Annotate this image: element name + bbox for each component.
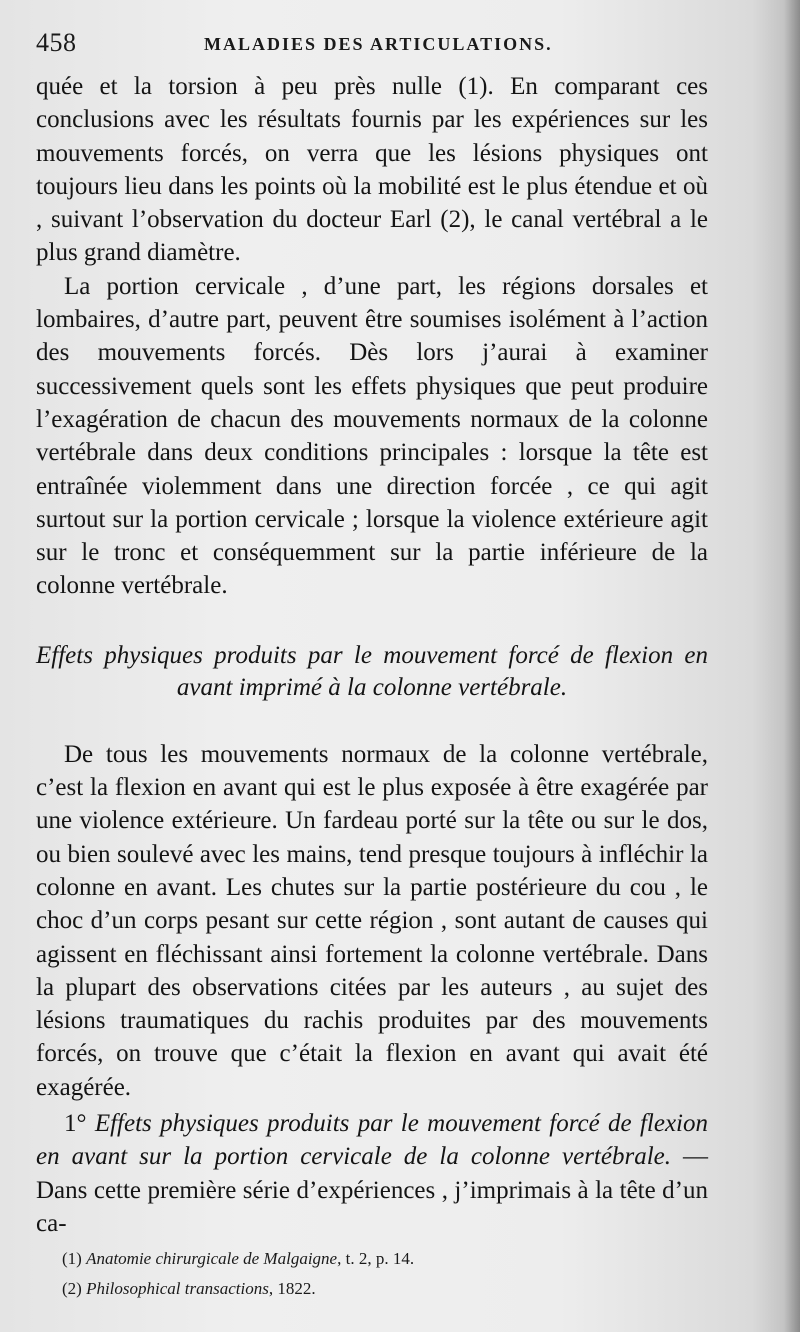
footnote — [62, 1274, 702, 1304]
footnote-title: Philosophical transactions — [86, 1279, 269, 1298]
footnote-title: Anatomie chirurgicale de Malgaigne — [86, 1249, 338, 1268]
running-title: MALADIES DES ARTICULATIONS. — [204, 34, 553, 54]
page-gutter-shadow — [784, 0, 800, 1332]
subsection-number: 1° — [64, 1110, 87, 1138]
body-text — [36, 70, 708, 1240]
page-number: 458 — [36, 28, 77, 57]
footnote-mark: (1) — [62, 1249, 82, 1268]
running-header — [36, 28, 716, 62]
footnote-mark: (2) — [62, 1279, 82, 1298]
subsection-text: — Dans cette première série d’expériences , j’imprimais à la tête d’un ca- — [36, 1143, 709, 1237]
paragraph-continued: quée et la torsion à peu près nulle (1). En comparant ces conclusions avec les résultats fournis par les expériences sur les mouvements forcés, on verra que les lésions physiques ont toujours lieu dans les points où la mobilité est le plus étendue et où , suivant l’observation du docteur Earl (2), le canal vertébral a le plus grand diamètre. — [36, 73, 708, 267]
subsection-title: Effets physiques produits par le mouvement forcé de flexion en avant sur la portion cervicale de la colonne vertébrale. — [36, 1110, 709, 1171]
footnote-reference: , t. 2, p. 14. — [337, 1249, 415, 1268]
section-paragraph: De tous les mouvements normaux de la colonne vertébrale, c’est la flexion en avant qui est le plus exposée à être exagérée par une violence extérieure. Un fardeau porté sur la tête ou sur le dos, ou bien soulevé avec les mains, tend presque toujours à infléchir la colonne en avant. Les chutes sur la partie postérieure du cou , le choc d’un corps pesant sur cette région , sont autant de causes qui agissent en fléchissant ainsi fortement la colonne vertébrale. Dans la plupart des observations citées par les auteurs , au sujet des lésions traumatiques du rachis produites par des mouvements forcés, on trouve que c’était la flexion en avant qui avait été exagérée. — [36, 740, 708, 1101]
footnote — [62, 1244, 702, 1274]
footnotes — [62, 1244, 702, 1304]
paragraph-cervical-portion: La portion cervicale , d’une part, les régions dorsales et lombaires, d’autre part, peuvent être soumises isolément à l’action des mouvements forcés. Dès lors j’aurai à examiner successivement quels sont les effets physiques que peut produire l’exagération de chacun des mouvements normaux de la colonne vertébrale dans deux conditions principales : lorsque la tête est entraînée violemment dans une direction forcée , ce qui agit surtout sur la portion cervicale ; lorsque la violence extérieure agit sur le tronc et conséquemment sur la partie inférieure de la colonne vertébrale. — [36, 272, 708, 600]
section-heading: Effets physiques produits par le mouvement forcé de flexion en avant imprimé à la colonne vertébrale. — [36, 641, 708, 701]
footnote-reference: , 1822. — [268, 1279, 316, 1298]
subsection-paragraph — [36, 1107, 708, 1240]
